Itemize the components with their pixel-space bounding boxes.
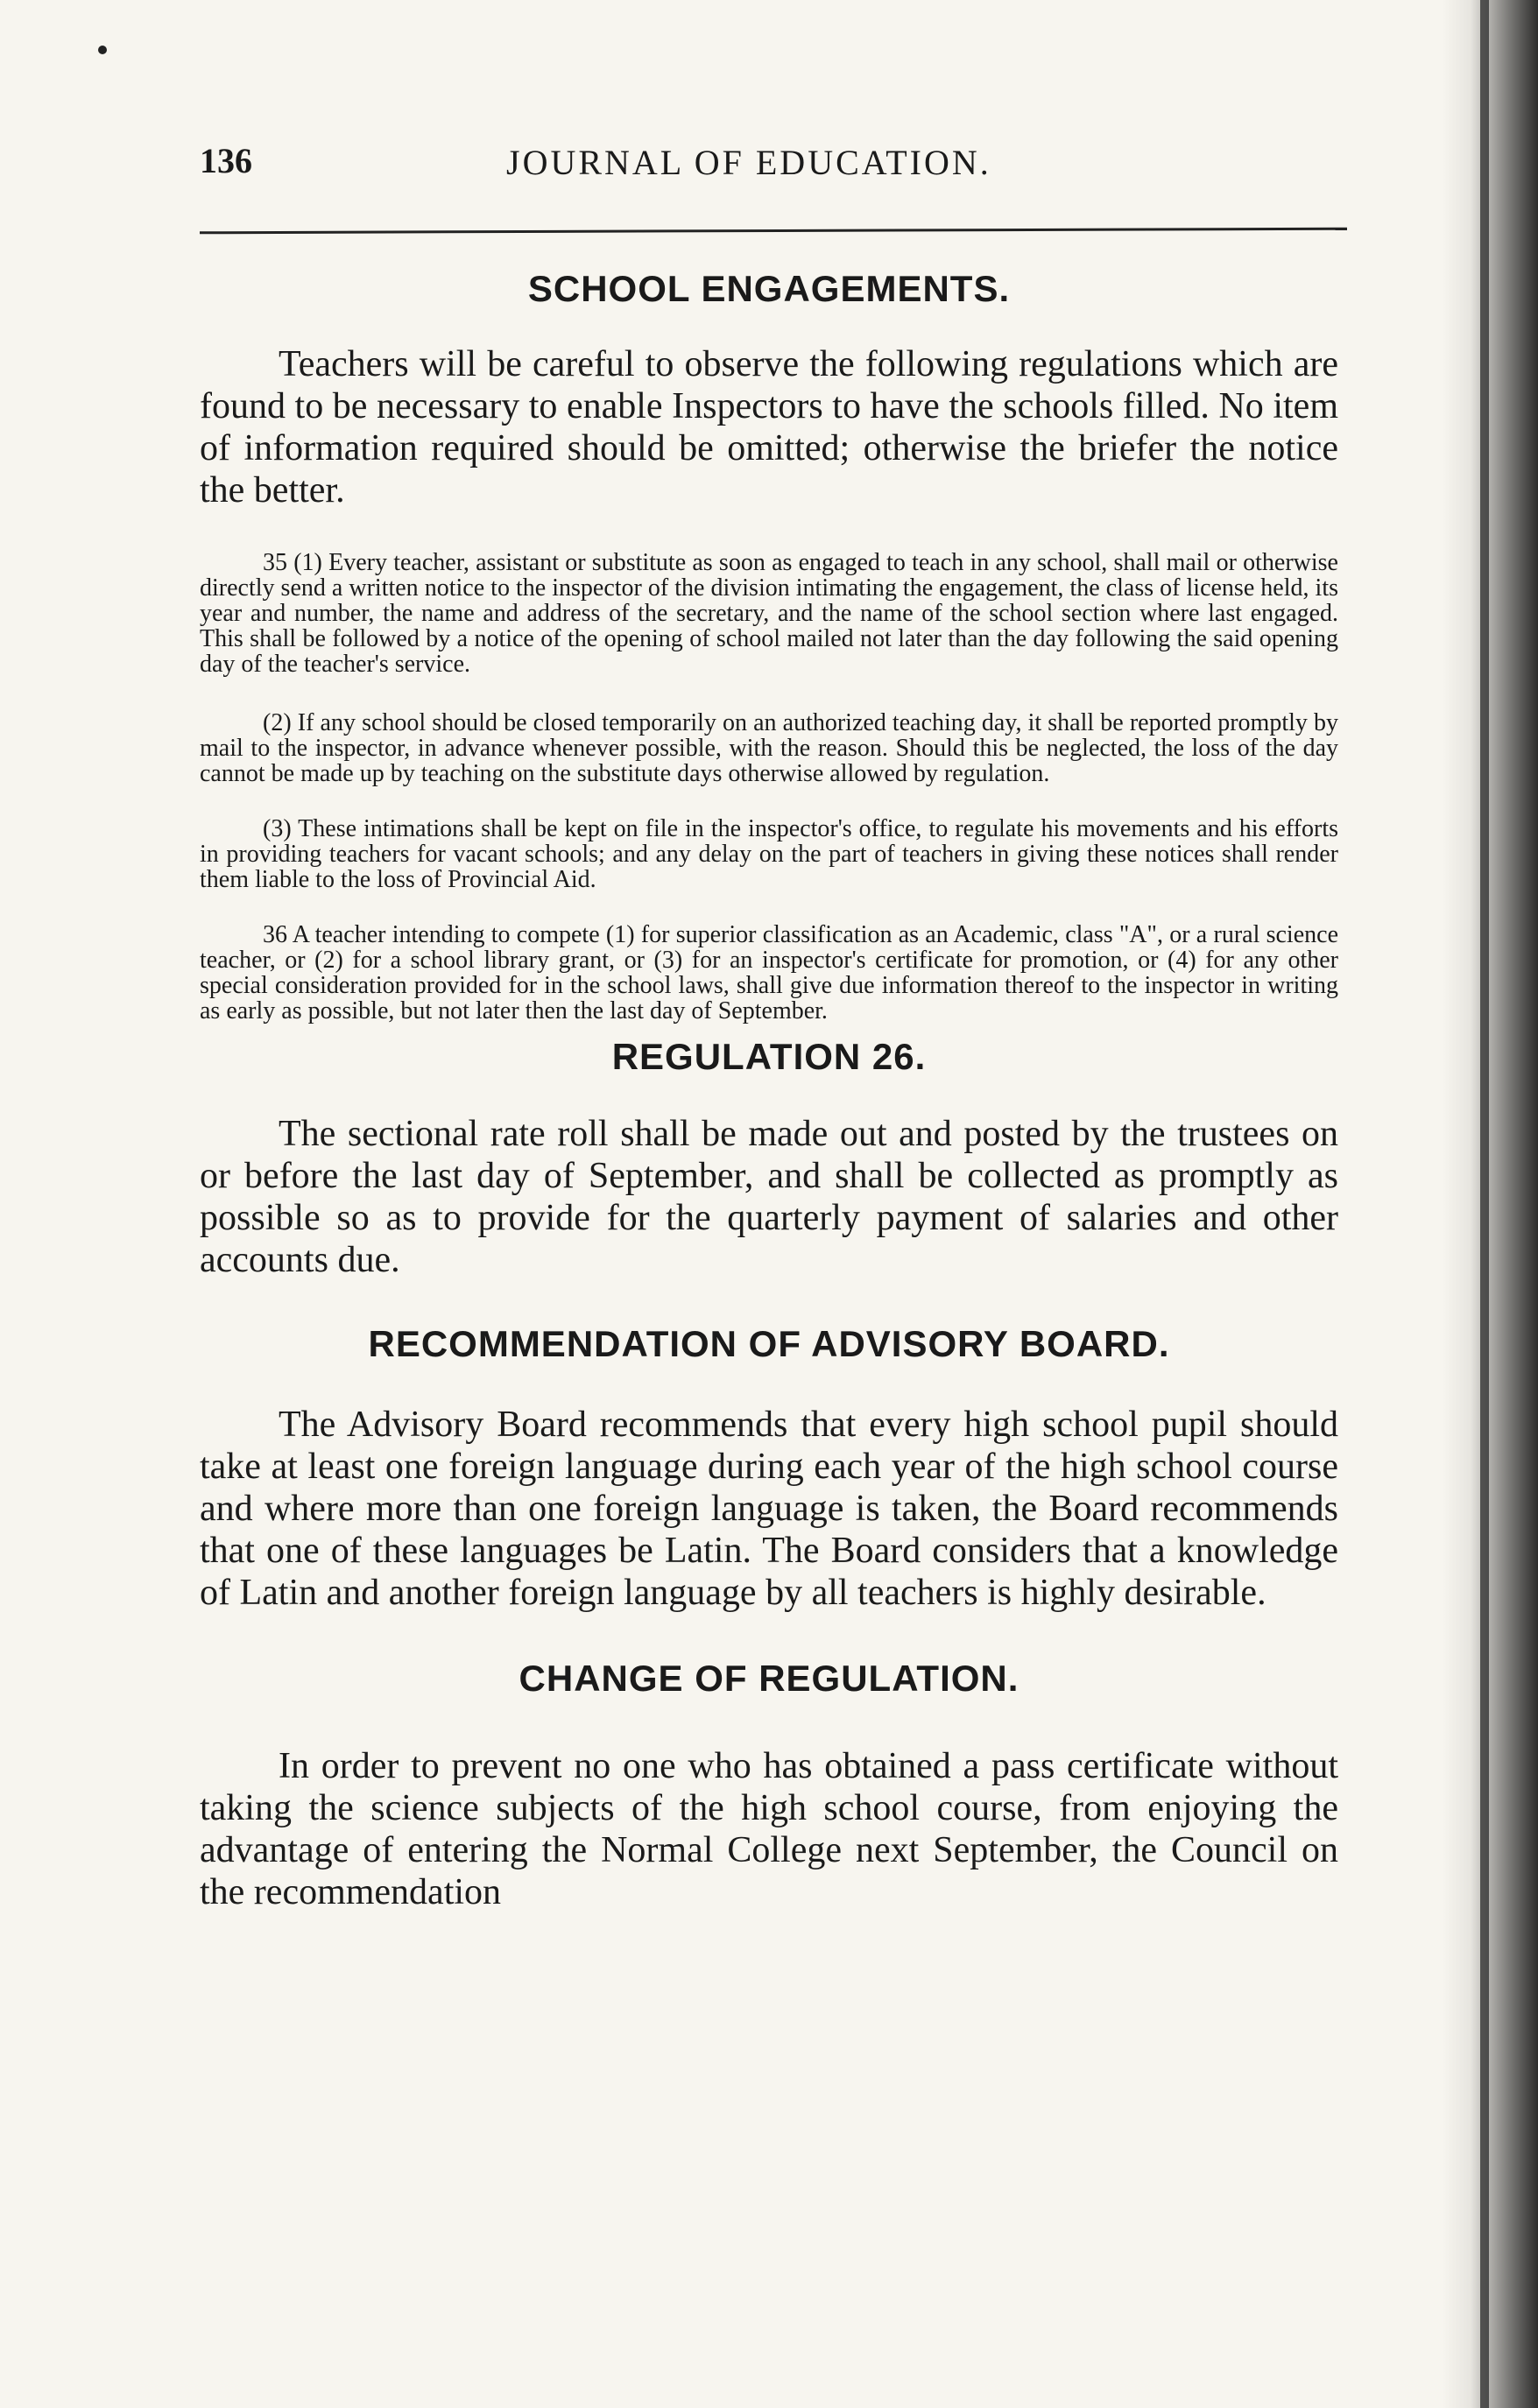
running-title: JOURNAL OF EDUCATION. [506,143,991,182]
header-rule [200,228,1347,235]
page-content [200,263,1338,1913]
speck [98,46,107,54]
paragraph-35-1: 35 (1) Every teacher, assistant or substitute as soon as engaged to teach in any school, shall mail or otherwise directly send a written notice to the inspector of the division intimating the engagement, the class of license held, its year and number, the name and address of the secretary, and the name of the school section where last engaged. This shall be followed by a notice of the opening of school mailed not later than the day following the said opening day of the teacher's service. [200,549,1338,678]
paragraph-35-2: (2) If any school should be closed temporarily on an authorized teaching day, it shall be reported promptly by mail to the inspector, in advance whenever possible, with the reason. Should this be neglected, the loss of the day cannot be made up by teaching on the substitute days otherwise allowed by regulation. [200,709,1338,787]
paragraph-36: 36 A teacher intending to compete (1) for superior classification as an Academic, class "A", or a rural science teacher, or (2) for a school library grant, or (3) for an inspector's certificate for promotion, or (4) for any other special consideration provided for in the school laws, shall give due information thereof to the inspector in writing as early as possible, but not later then the last day of September. [200,921,1338,1024]
page-edge-shadow [1442,0,1538,2408]
heading-regulation-26: REGULATION 26. [611,1036,927,1077]
paragraph-intro: Teachers will be careful to observe the following regulations which are found to be necessary to enable Inspectors to have the schools filled. No item of information required should be omitted; otherwise the briefer the notice the better. [200,344,1338,510]
binding-edge [1480,0,1489,2408]
heading-advisory-board: RECOMMENDATION OF ADVISORY BOARD. [368,1323,1170,1364]
paragraph-35-3: (3) These intimations shall be kept on file in the inspector's office, to regulate his movements and his efforts in providing teachers for vacant schools; and any delay on the part of teachers in giving these notices shall render them liable to the loss of Provincial Aid. [200,815,1338,893]
paragraph-regulation-26: The sectional rate roll shall be made out and posted by the trustees on or before the last day of September, and shall be collected as promptly as possible so as to provide for the quarterly payment of salaries and other accounts due. [200,1114,1338,1280]
running-header [200,140,1338,193]
page-number: 136 [200,141,252,180]
heading-school-engagements: SCHOOL ENGAGEMENTS. [527,268,1011,309]
paragraph-advisory-board: The Advisory Board recommends that every high school pupil should take at least one foreign language during each year of the high school course and where more than one foreign language is taken, the Board recommends that one of these languages be Latin. The Board considers that a knowledge of Latin and another foreign language by all teachers is highly desirable. [200,1405,1338,1613]
paragraph-change-of-regulation: In order to prevent no one who has obtained a pass certificate without taking the science subjects of the high school course, from enjoying the advantage of entering the Normal College next September, the Council on the recommendation [200,1746,1338,1912]
heading-change-of-regulation: CHANGE OF REGULATION. [519,1658,1019,1699]
